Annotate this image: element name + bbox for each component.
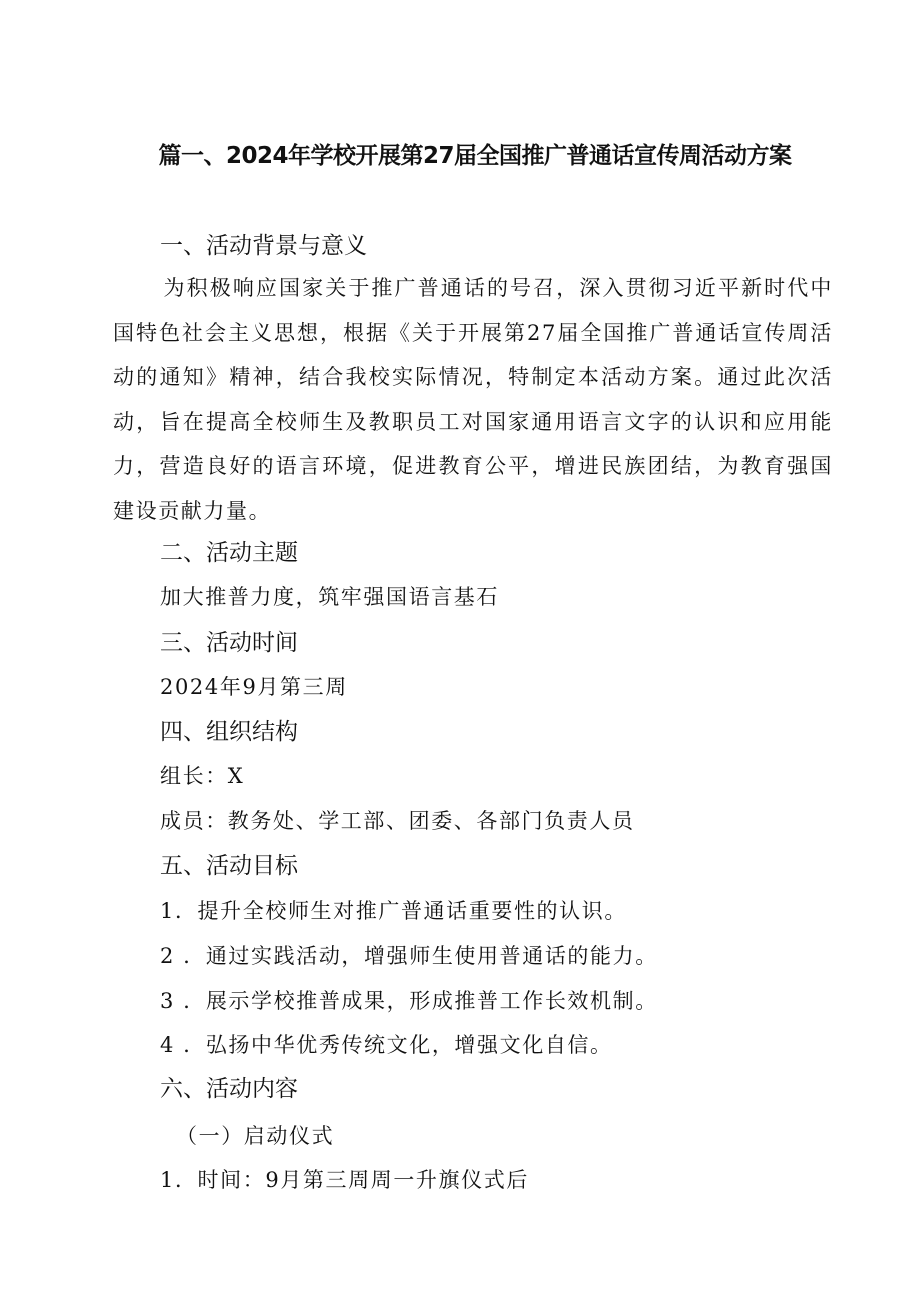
content-subheading: （一）启动仪式 (176, 1124, 335, 1148)
organization-members: 成员：教务处、学工部、团委、各部门负责人员 (160, 809, 635, 833)
organization-leader: 组长：X (160, 764, 245, 788)
section-heading-theme: 二、活动主题 (160, 540, 298, 566)
section-heading-goals: 五、活动目标 (160, 853, 298, 879)
section-heading-background: 一、活动背景与意义 (160, 233, 367, 259)
time-text: 2024年9月第三周 (160, 675, 348, 699)
goal-item: 4 ．弘扬中华优秀传统文化，增强文化自信。 (160, 1033, 613, 1057)
goal-item: 1．提升全校师生对推广普通话重要性的认识。 (160, 899, 627, 923)
goal-item: 3 ．展示学校推普成果，形成推普工作长效机制。 (160, 989, 658, 1013)
section-heading-content: 六、活动内容 (160, 1076, 298, 1102)
section-paragraph-background (113, 266, 833, 533)
document-title: 篇一、2024年学校开展第27届全国推广普通话宣传周活动方案 (158, 143, 792, 169)
paragraph-text: 为积极响应国家关于推广普通话的号召，深入贯彻习近平新时代中国特色社会主义思想，根据《关于开展第27届全国推广普通话宣传周活动的通知》精神，结合我校实际情况，特制定本活动方案。通过此次活动，旨在提高全校师生及教职员工对国家通用语言文字的认识和应用能力，营造良好的语言环境，促进教育公平，增进民族团结，为教育强国建设贡献力量。 (113, 276, 833, 523)
section-heading-time: 三、活动时间 (160, 630, 298, 656)
goal-item: 2 ．通过实践活动，增强师生使用普通话的能力。 (160, 944, 658, 968)
content-item: 1．时间：9月第三周周一升旗仪式后 (160, 1168, 529, 1192)
theme-text: 加大推普力度，筑牢强国语言基石 (160, 585, 499, 609)
section-heading-organization: 四、组织结构 (160, 719, 298, 745)
